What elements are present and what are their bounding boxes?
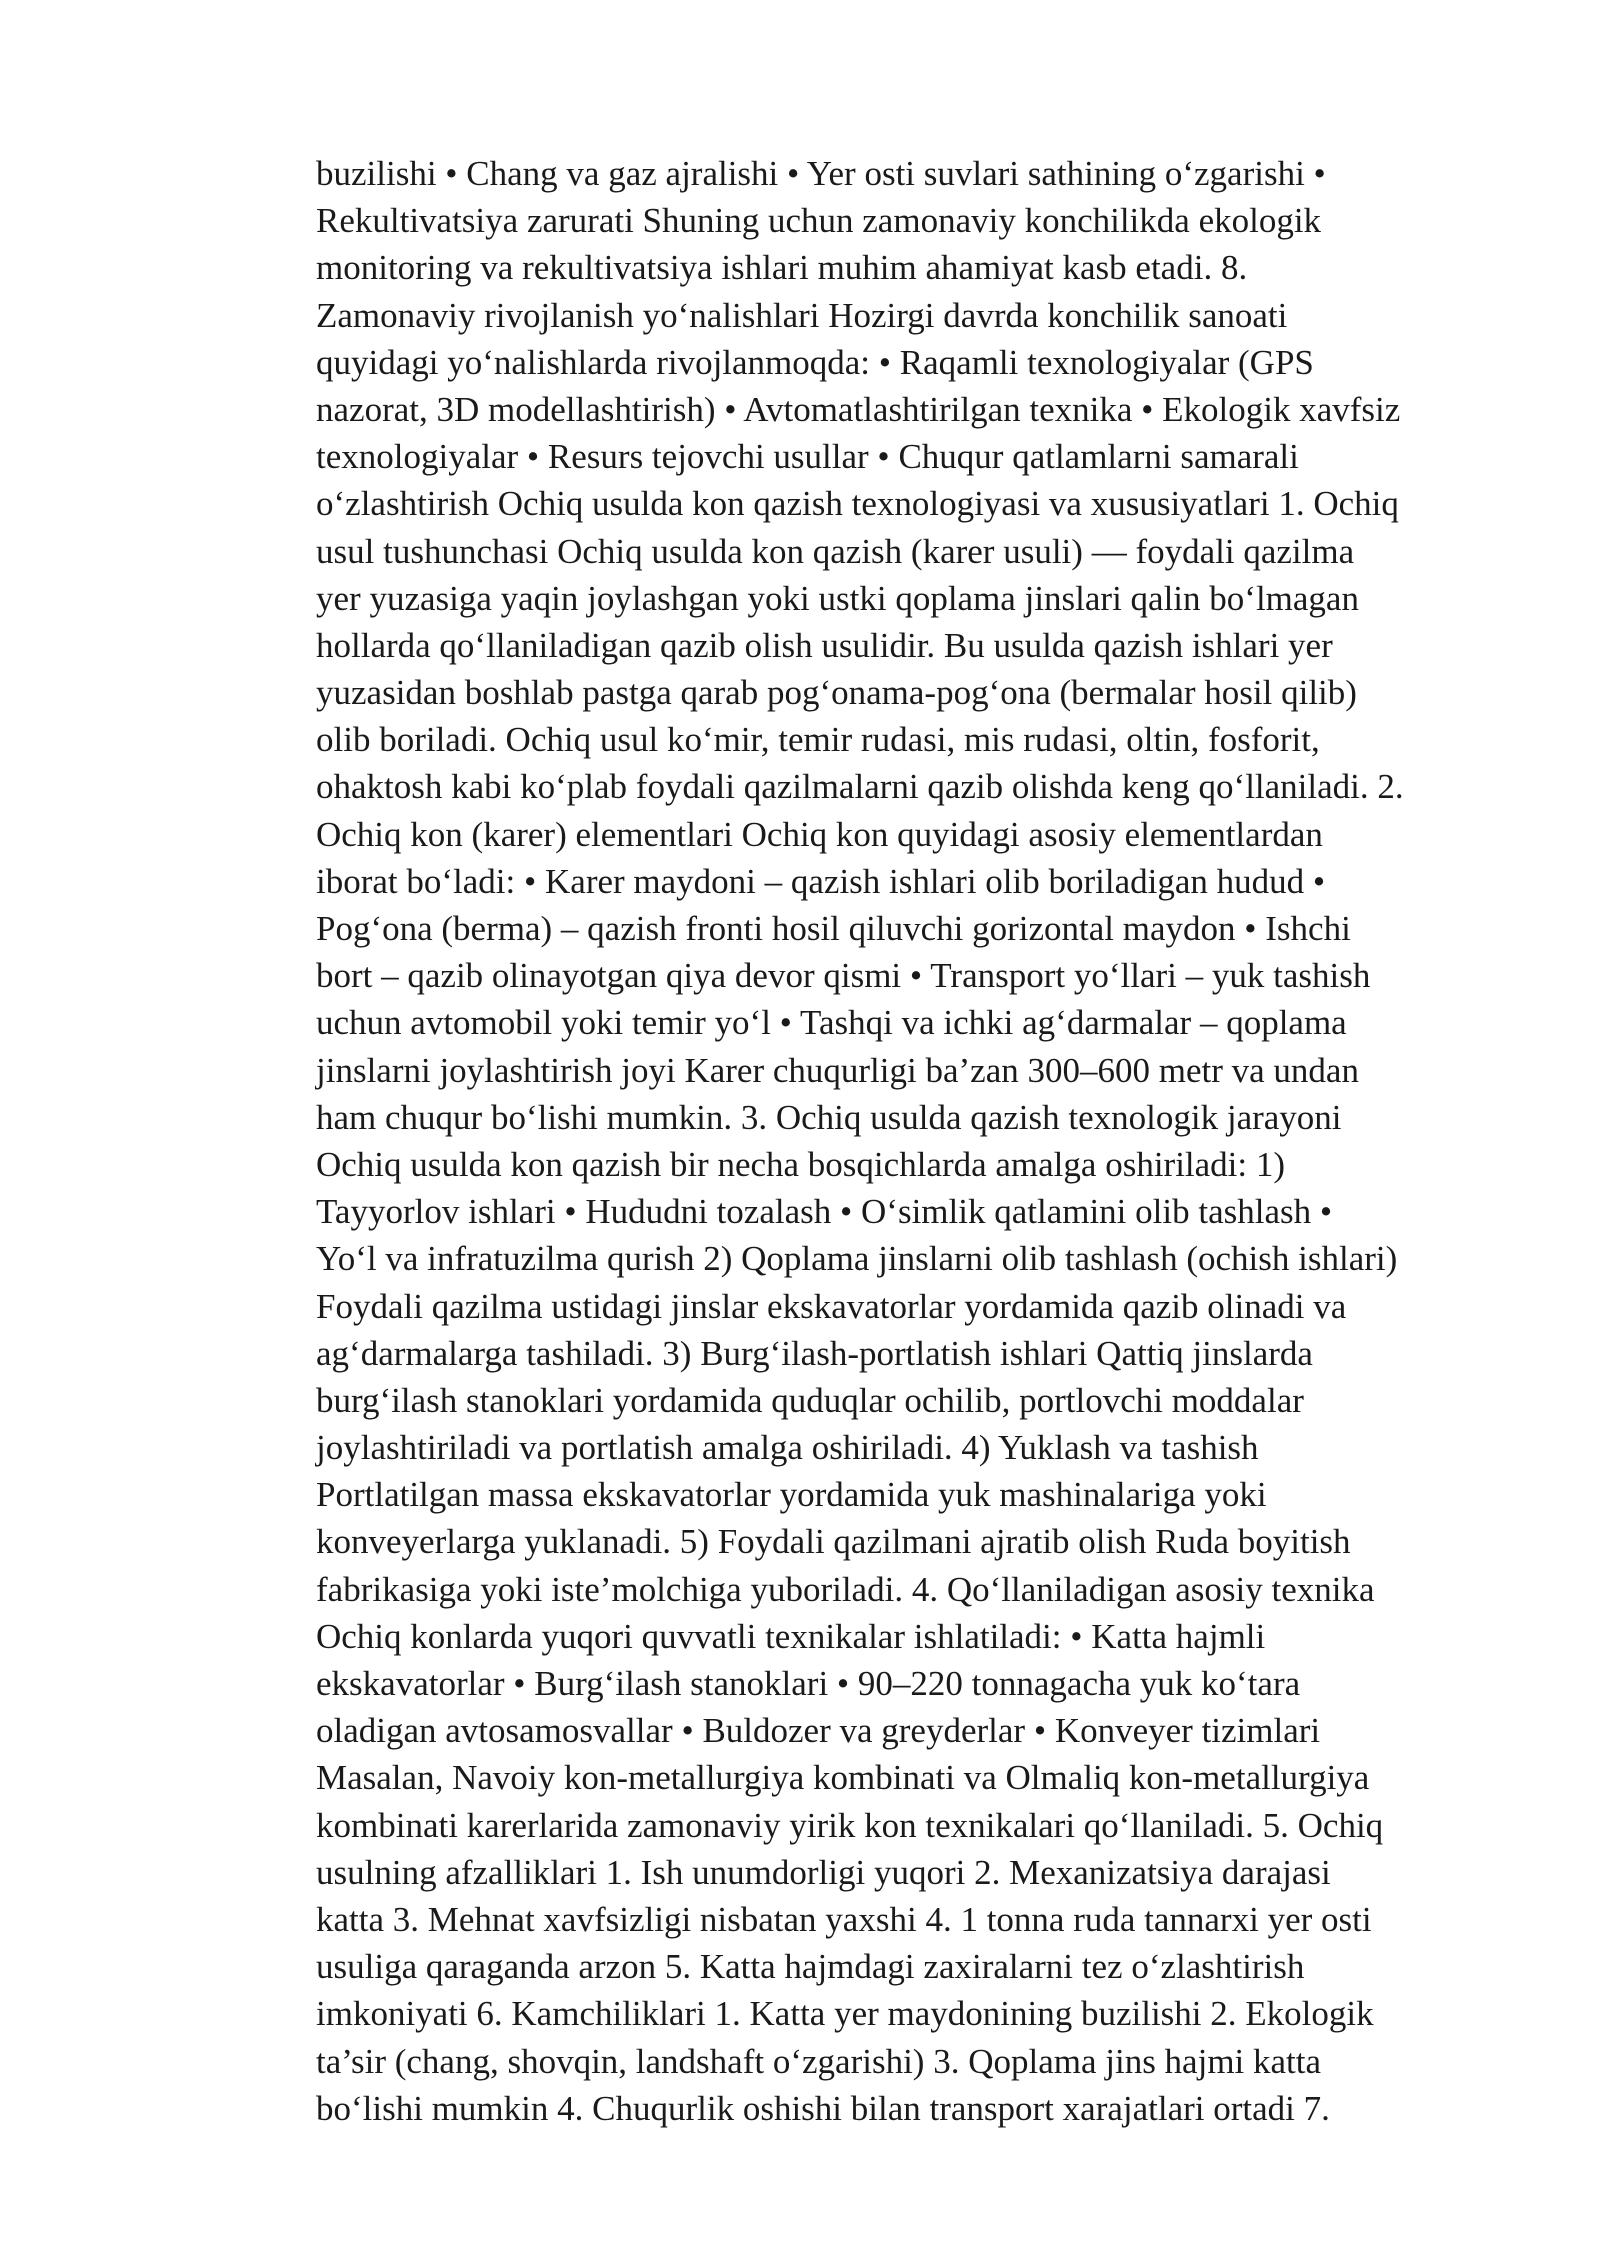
text-line: hollarda qo‘llaniladigan qazib olish usulidir. Bu usulda qazish ishlari yer: [316, 625, 1333, 665]
text-line: nazorat, 3D modellashtirish) • Avtomatlashtirilgan texnika • Ekologik xavfsiz: [316, 389, 1401, 429]
text-line: burg‘ilash stanoklari yordamida quduqlar ochilib, portlovchi moddalar: [316, 1380, 1304, 1420]
text-line: imkoniyati 6. Kamchiliklari 1. Katta yer maydonining buzilishi 2. Ekologik: [316, 1994, 1374, 2034]
text-line: olib boriladi. Ochiq usul ko‘mir, temir rudasi, mis rudasi, oltin, fosforit,: [316, 720, 1320, 760]
text-line: Portlatilgan massa ekskavatorlar yordamida yuk mashinalariga yoki: [316, 1475, 1267, 1515]
text-line: jinslarni joylashtirish joyi Karer chuqurligi ba’zan 300–600 metr va undan: [316, 1050, 1359, 1090]
text-line: texnologiyalar • Resurs tejovchi usullar • Chuqur qatlamlarni samarali: [316, 437, 1299, 477]
text-line: Pog‘ona (berma) – qazish fronti hosil qiluvchi gorizontal maydon • Ishchi: [316, 909, 1351, 948]
text-line: Ochiq kon (karer) elementlari Ochiq kon quyidagi asosiy elementlardan: [316, 814, 1323, 854]
body-text: [316, 150, 1516, 2132]
text-line: Ochiq usulda kon qazish bir necha bosqichlarda amalga oshiriladi: 1): [316, 1144, 1286, 1184]
text-line: usulning afzalliklari 1. Ish unumdorligi yuqori 2. Mexanizatsiya darajasi: [316, 1852, 1331, 1892]
text-line: o‘zlashtirish Ochiq usulda kon qazish texnologiyasi va xususiyatlari 1. Ochiq: [316, 484, 1399, 524]
text-line: joylashtiriladi va portlatish amalga oshiriladi. 4) Yuklash va tashish: [316, 1428, 1259, 1468]
text-line: quyidagi yo‘nalishlarda rivojlanmoqda: • Raqamli texnologiyalar (GPS: [316, 342, 1314, 382]
text-line: konveyerlarga yuklanadi. 5) Foydali qazilmani ajratib olish Ruda boyitish: [316, 1522, 1351, 1562]
text-line: ohaktosh kabi ko‘plab foydali qazilmalarni qazib olishda keng qo‘llaniladi. 2.: [316, 767, 1404, 807]
text-line: buzilishi • Chang va gaz ajralishi • Yer osti suvlari sathining o‘zgarishi •: [316, 154, 1326, 193]
text-line: usuliga qaraganda arzon 5. Katta hajmdagi zaxiralarni tez o‘zlashtirish: [316, 1947, 1305, 1987]
text-line: ag‘darmalarga tashiladi. 3) Burg‘ilash-portlatish ishlari Qattiq jinslarda: [316, 1333, 1313, 1373]
text-line: fabrikasiga yoki iste’molchiga yuboriladi. 4. Qo‘llaniladigan asosiy texnika: [316, 1569, 1375, 1609]
text-line: yer yuzasiga yaqin joylashgan yoki ustki qoplama jinslari qalin bo‘lmagan: [316, 578, 1359, 618]
text-line: Foydali qazilma ustidagi jinslar ekskavatorlar yordamida qazib olinadi va: [316, 1286, 1347, 1326]
text-line: Ochiq konlarda yuqori quvvatli texnikalar ishlatiladi: • Katta hajmli: [316, 1616, 1266, 1656]
text-line: Zamonaviy rivojlanish yo‘nalishlari Hozirgi davrda konchilik sanoati: [316, 295, 1288, 335]
text-line: kombinati karerlarida zamonaviy yirik kon texnikalari qo‘llaniladi. 5. Ochiq: [316, 1805, 1384, 1845]
text-line: uchun avtomobil yoki temir yo‘l • Tashqi va ichki ag‘darmalar – qoplama: [316, 1003, 1347, 1043]
text-line: oladigan avtosamosvallar • Buldozer va greyderlar • Konveyer tizimlari: [316, 1711, 1321, 1751]
text-line: ham chuqur bo‘lishi mumkin. 3. Ochiq usulda qazish texnologik jarayoni: [316, 1097, 1342, 1137]
text-line: bo‘lishi mumkin 4. Chuqurlik oshishi bilan transport xarajatlari ortadi 7.: [316, 2088, 1330, 2128]
text-line: Yo‘l va infratuzilma qurish 2) Qoplama jinslarni olib tashlash (ochish ishlari): [316, 1239, 1398, 1279]
text-line: Masalan, Navoiy kon-metallurgiya kombinati va Olmaliq kon-metallurgiya: [316, 1758, 1370, 1798]
text-line: Tayyorlov ishlari • Hududni tozalash • O‘simlik qatlamini olib tashlash •: [316, 1192, 1333, 1232]
text-line: monitoring va rekultivatsiya ishlari muhim ahamiyat kasb etadi. 8.: [316, 248, 1248, 288]
text-line: yuzasidan boshlab pastga qarab pog‘onama-pog‘ona (bermalar hosil qilib): [316, 673, 1357, 713]
text-line: ta’sir (chang, shovqin, landshaft o‘zgarishi) 3. Qoplama jins hajmi katta: [316, 2041, 1322, 2081]
text-line: usul tushunchasi Ochiq usulda kon qazish (karer usuli) — foydali qazilma: [316, 531, 1355, 571]
text-line: Rekultivatsiya zarurati Shuning uchun zamonaviy konchilikda ekologik: [316, 201, 1322, 241]
text-line: ekskavatorlar • Burg‘ilash stanoklari • 90–220 tonnagacha yuk ko‘tara: [316, 1664, 1301, 1703]
text-line: bort – qazib olinayotgan qiya devor qismi • Transport yo‘llari – yuk tashish: [316, 956, 1371, 996]
text-line: iborat bo‘ladi: • Karer maydoni – qazish ishlari olib boriladigan hudud •: [316, 861, 1326, 901]
text-line: katta 3. Mehnat xavfsizligi nisbatan yaxshi 4. 1 tonna ruda tannarxi yer osti: [316, 1899, 1372, 1939]
